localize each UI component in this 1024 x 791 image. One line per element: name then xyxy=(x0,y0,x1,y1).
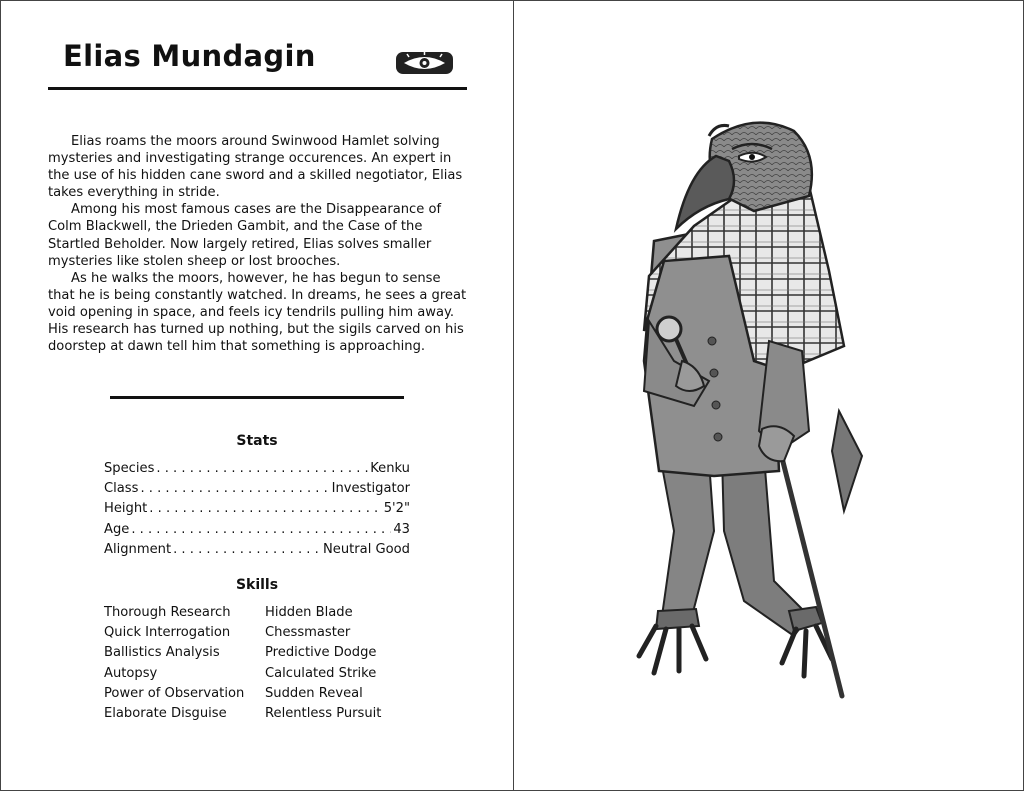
stat-row-species xyxy=(104,459,410,479)
stat-label: Alignment xyxy=(104,541,172,557)
title-divider xyxy=(48,87,467,90)
skill-item: Autopsy xyxy=(104,665,158,681)
stat-row-height xyxy=(104,499,410,519)
skill-item: Chessmaster xyxy=(265,625,351,641)
stat-label: Height xyxy=(104,501,148,517)
skill-item: Thorough Research xyxy=(104,605,231,620)
stat-row-alignment xyxy=(104,540,410,560)
eye-icon xyxy=(396,52,453,74)
stat-row-age xyxy=(104,520,410,540)
dot-leader xyxy=(156,459,368,479)
bio-paragraph: As he walks the moors, however, he has begun to sense that he is being constantly watched. In dreams, he sees a great void opening in space, and feels icy tendrils pulling him away. His research has turned up nothing, but the sigils carved on his doorstep at dawn tell him that something is approaching. xyxy=(48,270,467,355)
skill-item: Sudden Reveal xyxy=(265,685,363,701)
skill-item: Quick Interrogation xyxy=(104,625,231,641)
stat-value: Kenku xyxy=(370,461,410,476)
skill-item: Elaborate Disguise xyxy=(104,705,227,721)
skills-heading: Skills xyxy=(235,577,279,593)
dot-leader xyxy=(131,520,391,540)
stat-label: Species xyxy=(104,461,155,476)
dot-leader xyxy=(140,479,329,499)
bio-paragraph: Elias roams the moors around Swinwood Hamlet solving mysteries and investigating strange occurences. An expert in the use of his hidden cane sword and a skilled negotiator, Elias takes everything in stride. xyxy=(48,134,463,201)
skill-item: Ballistics Analysis xyxy=(104,645,220,661)
stats-heading: Stats xyxy=(236,433,278,449)
stat-value: Neutral Good xyxy=(323,541,410,557)
skill-item: Hidden Blade xyxy=(265,605,353,620)
right-page xyxy=(514,1,1023,790)
skill-item: Power of Observation xyxy=(104,685,245,701)
stats-table xyxy=(104,459,410,560)
stat-value: 5'2" xyxy=(383,501,410,517)
bio-paragraph: Among his most famous cases are the Disappearance of Colm Blackwell, the Drieden Gambit, and the Case of the Startled Beholder. Now largely retired, Elias solves smaller mysteries like stolen sheep or lost brooches. xyxy=(48,202,442,269)
section-divider xyxy=(110,396,404,399)
left-page xyxy=(1,1,513,790)
skills-column-left xyxy=(104,603,274,724)
kenku-detective-illustration xyxy=(604,111,934,711)
stat-row-class xyxy=(104,479,410,499)
dot-leader xyxy=(173,540,321,560)
stat-label: Age xyxy=(104,521,130,537)
skill-item: Relentless Pursuit xyxy=(265,705,382,721)
skill-item: Predictive Dodge xyxy=(265,645,377,661)
character-bio xyxy=(48,133,468,355)
skills-column-right xyxy=(265,603,435,724)
stat-label: Class xyxy=(104,481,139,497)
stat-value: 43 xyxy=(393,521,410,537)
skill-item: Calculated Strike xyxy=(265,665,377,681)
character-name: Elias Mundagin xyxy=(63,39,316,73)
stat-value: Investigator xyxy=(331,481,410,497)
dot-leader xyxy=(149,499,381,519)
